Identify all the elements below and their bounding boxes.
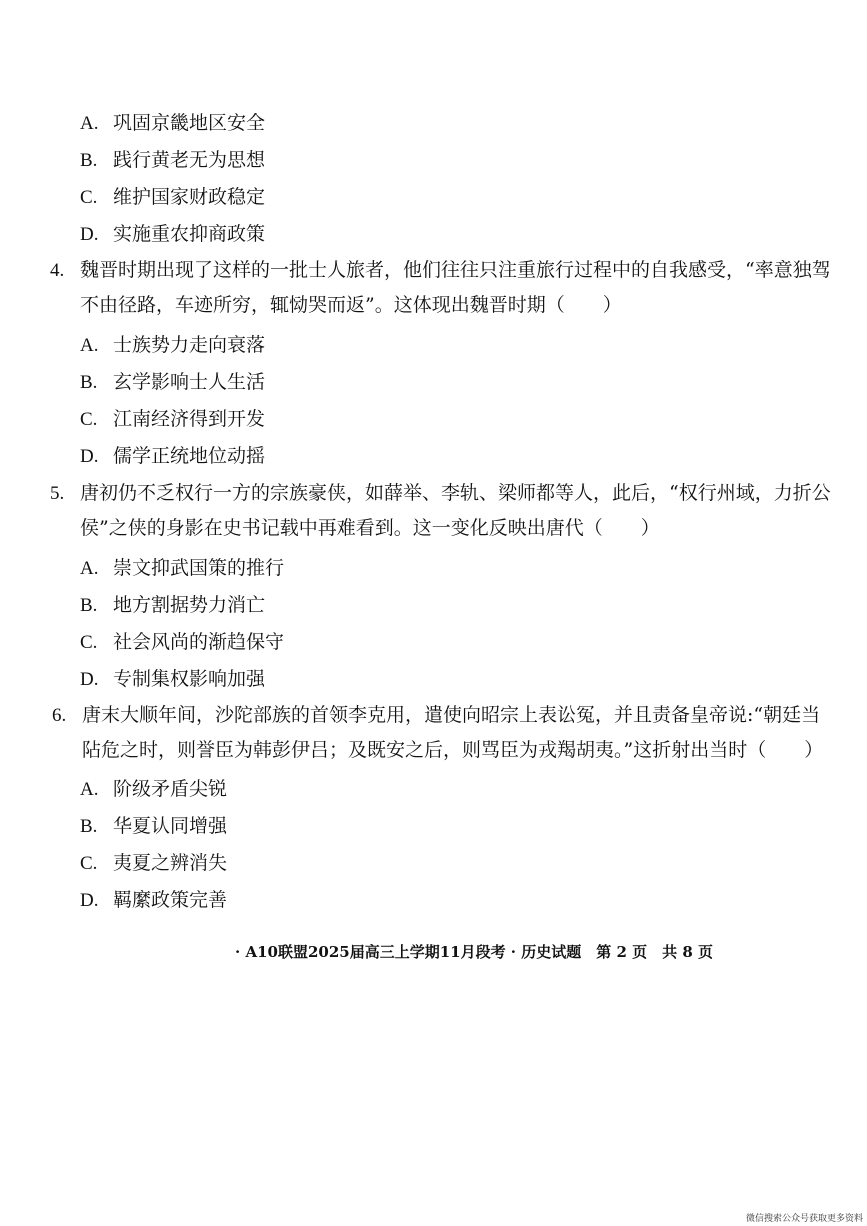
option-letter: C.	[80, 187, 98, 208]
q6-stem-line2: 阽危之时，则誉臣为韩彭伊吕；及既安之后，则骂臣为戎羯胡夷。”这折射出当时（ ）	[82, 739, 824, 761]
option-text: 崇文抑武国策的推行	[113, 557, 285, 579]
option-text: 践行黄老无为思想	[113, 149, 266, 171]
option-letter: C.	[80, 409, 98, 430]
q5-option-b	[80, 593, 265, 618]
question-number: 4.	[50, 260, 65, 281]
q4-stem-line2: 不由径路，车迹所穷，辄恸哭而返”。这体现出魏晋时期（ ）	[80, 294, 622, 316]
q3-option-c	[80, 185, 265, 210]
option-letter: D.	[80, 890, 99, 911]
q3-option-a	[80, 111, 265, 136]
option-letter: A.	[80, 335, 99, 356]
q6-stem-line1	[52, 703, 820, 728]
q4-stem-line1	[50, 258, 831, 283]
option-text: 华夏认同增强	[113, 815, 228, 837]
option-letter: A.	[80, 558, 99, 579]
option-letter: D.	[80, 446, 99, 467]
q4-option-d	[80, 444, 265, 469]
option-letter: C.	[80, 632, 98, 653]
option-letter: A.	[80, 113, 99, 134]
q5-option-c	[80, 630, 284, 655]
q3-option-b	[80, 148, 265, 173]
option-text: 社会风尚的渐趋保守	[113, 631, 285, 653]
q5-stem-text-1: 唐初仍不乏权行一方的宗族豪侠，如薛举、李轨、梁师都等人，此后，“权行州域，力折公	[80, 482, 831, 504]
option-text: 专制集权影响加强	[113, 668, 266, 690]
option-letter: A.	[80, 779, 99, 800]
option-text: 维护国家财政稳定	[113, 186, 266, 208]
q4-option-b	[80, 370, 265, 395]
question-number: 6.	[52, 705, 67, 726]
option-text: 夷夏之辨消失	[113, 852, 228, 874]
q6-stem-text-1: 唐末大顺年间，沙陀部族的首领李克用，遣使向昭宗上表讼冤，并且责备皇帝说:“朝廷当	[82, 704, 821, 726]
option-letter: D.	[80, 669, 99, 690]
page-footer: · A10联盟2025届高三上学期11月段考 · 历史试题 第 2 页 共 8 页	[235, 943, 714, 961]
q6-option-a	[80, 777, 227, 802]
q4-option-c	[80, 407, 265, 432]
q4-stem-text-1: 魏晋时期出现了这样的一批士人旅者，他们往往只注重旅行过程中的自我感受，“率意独驾	[80, 259, 831, 281]
option-text: 巩固京畿地区安全	[113, 112, 266, 134]
q6-option-b	[80, 814, 227, 839]
option-text: 羁縻政策完善	[113, 889, 228, 911]
option-letter: B.	[80, 150, 98, 171]
option-text: 地方割据势力消亡	[113, 594, 266, 616]
option-text: 士族势力走向衰落	[113, 334, 266, 356]
option-text: 玄学影响士人生活	[113, 371, 266, 393]
q3-option-d	[80, 222, 265, 247]
option-text: 江南经济得到开发	[113, 408, 266, 430]
option-letter: D.	[80, 224, 99, 245]
q5-stem-line1	[50, 481, 831, 506]
option-letter: B.	[80, 816, 98, 837]
question-number: 5.	[50, 483, 65, 504]
watermark-text: 微信搜索公众号获取更多资料	[745, 1214, 863, 1224]
q4-option-a	[80, 333, 265, 358]
q5-option-d	[80, 667, 265, 692]
q6-option-d	[80, 888, 227, 913]
option-text: 阶级矛盾尖锐	[113, 778, 228, 800]
option-letter: C.	[80, 853, 98, 874]
option-letter: B.	[80, 595, 98, 616]
q5-stem-line2: 侯”之侠的身影在史书记载中再难看到。这一变化反映出唐代（ ）	[80, 517, 660, 539]
option-text: 实施重农抑商政策	[113, 223, 266, 245]
q5-option-a	[80, 556, 284, 581]
q6-option-c	[80, 851, 227, 876]
option-letter: B.	[80, 372, 98, 393]
option-text: 儒学正统地位动摇	[113, 445, 266, 467]
